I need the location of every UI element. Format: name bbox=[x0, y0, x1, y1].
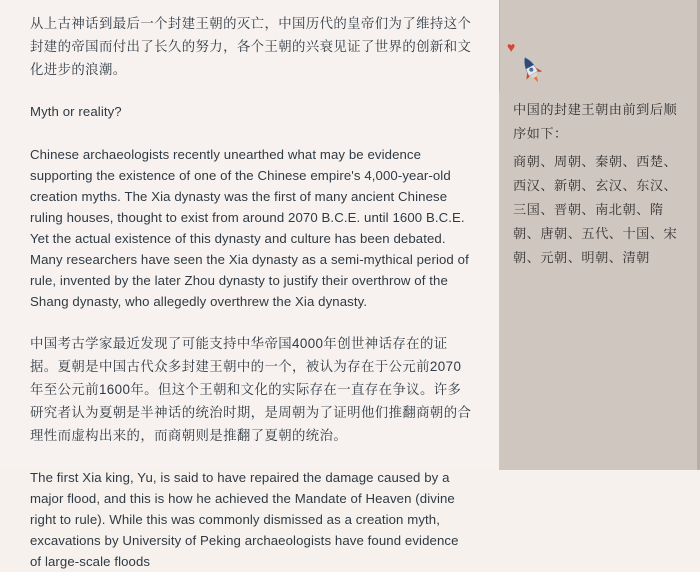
article-paragraph-3: Chinese archaeologists recently unearthed what may be evidence supporting the existence of one of the Chinese empire's 4,000-year-old creation myths. The Xia dynasty was the first of many ancient Chinese ruling houses, thought to exist from around 2070 B.C.E. until 1600 B.C.E. Yet the actual existence of this dynasty and culture has been debated. Many researchers have seen the Xia dynasty as a semi-mythical period of rule, invented by the later Zhou dynasty to justify their overthrow of the Shang dynasty, who allegedly overthrew the Xia dynasty. bbox=[30, 147, 469, 309]
heart-icon[interactable]: ♥ bbox=[507, 39, 516, 55]
sidebar-header bbox=[499, 0, 700, 92]
note-line-1: 中国的封建王朝由前到后顺序如下： bbox=[513, 102, 678, 141]
article-paragraph-5: The first Xia king, Yu, is said to have repaired the damage caused by a major flood, and this is how he achieved the Mandate of Heaven (divine right to rule). While this was commonly dismissed as a creation myth, excavations by University of Peking archaeologists have found evidence of large-scale floods bbox=[30, 470, 459, 569]
sidebar-panel bbox=[499, 0, 700, 470]
rocket-icon[interactable] bbox=[515, 54, 549, 88]
note-line-2: 商朝、周朝、秦朝、西楚、西汉、新朝、玄汉、东汉、三国、晋朝、南北朝、隋朝、唐朝、五代、十国、宋朝、元朝、明朝、清朝 bbox=[513, 154, 678, 265]
note-card[interactable] bbox=[499, 92, 700, 470]
article-paragraph-2: Myth or reality? bbox=[30, 104, 122, 119]
article-paragraph-4: 中国考古学家最近发现了可能支持中华帝国4000年创世神话存在的证据。夏朝是中国古代众多封建王朝中的一个，被认为存在于公元前2070年至公元前1600年。但这个王朝和文化的实际存在一直存在争议。许多研究者认为夏朝是半神话的统治时期，是周朝为了证明他们推翻商朝的合理性而虚构出来的，而商朝则是推翻了夏朝的统治。 bbox=[30, 336, 472, 443]
article-paragraph-1: 从上古神话到最后一个封建王朝的灭亡，中国历代的皇帝们为了维持这个封建的帝国而付出了长久的努力，各个王朝的兴衰见证了世界的创新和文化进步的浪潮。 bbox=[30, 16, 472, 77]
